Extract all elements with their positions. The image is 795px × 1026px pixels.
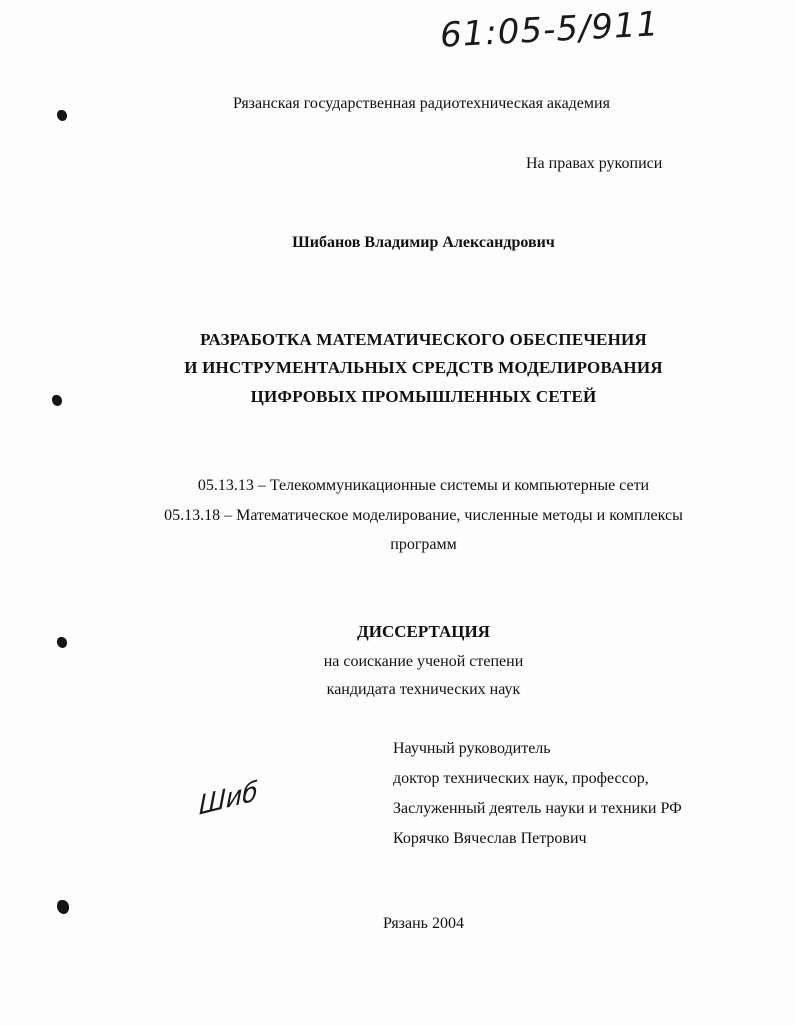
title-line-1: РАЗРАБОТКА МАТЕМАТИЧЕСКОГО ОБЕСПЕЧЕНИЯ bbox=[200, 330, 647, 349]
supervisor-role: Научный руководитель bbox=[393, 740, 551, 757]
supervisor-degree: доктор технических наук, профессор, bbox=[393, 770, 649, 787]
title-line-3: ЦИФРОВЫХ ПРОМЫШЛЕННЫХ СЕТЕЙ bbox=[250, 387, 597, 406]
specialty-line-3: программ bbox=[390, 536, 457, 553]
document-type: ДИССЕРТАЦИЯ bbox=[357, 622, 490, 641]
author-signature: Шиб bbox=[198, 776, 259, 822]
supervisor-name: Корячко Вячеслав Петрович bbox=[393, 830, 587, 847]
specialty-line-1: 05.13.13 – Телекоммуникационные системы и компьютерные сети bbox=[197, 477, 650, 494]
archive-number: 61:05-5/911 bbox=[439, 4, 661, 56]
manuscript-rights-note: На правах рукописи bbox=[526, 155, 663, 172]
supervisor-honor: Заслуженный деятель науки и техники РФ bbox=[393, 800, 682, 817]
title-line-2: И ИНСТРУМЕНТАЛЬНЫХ СРЕДСТВ МОДЕЛИРОВАНИЯ bbox=[184, 358, 663, 377]
author-name: Шибанов Владимир Александрович bbox=[292, 234, 555, 251]
degree-line-2: кандидата технических наук bbox=[326, 681, 521, 698]
margin-mark-4 bbox=[57, 900, 69, 914]
supervisor-block bbox=[393, 734, 682, 854]
degree-line-1: на соискание ученой степени bbox=[323, 653, 524, 670]
city-year: Рязань 2004 bbox=[383, 915, 464, 932]
specialty-line-2: 05.13.18 – Математическое моделирование, численные методы и комплексы bbox=[164, 507, 683, 524]
institution-name: Рязанская государственная радиотехническая академия bbox=[233, 95, 610, 112]
